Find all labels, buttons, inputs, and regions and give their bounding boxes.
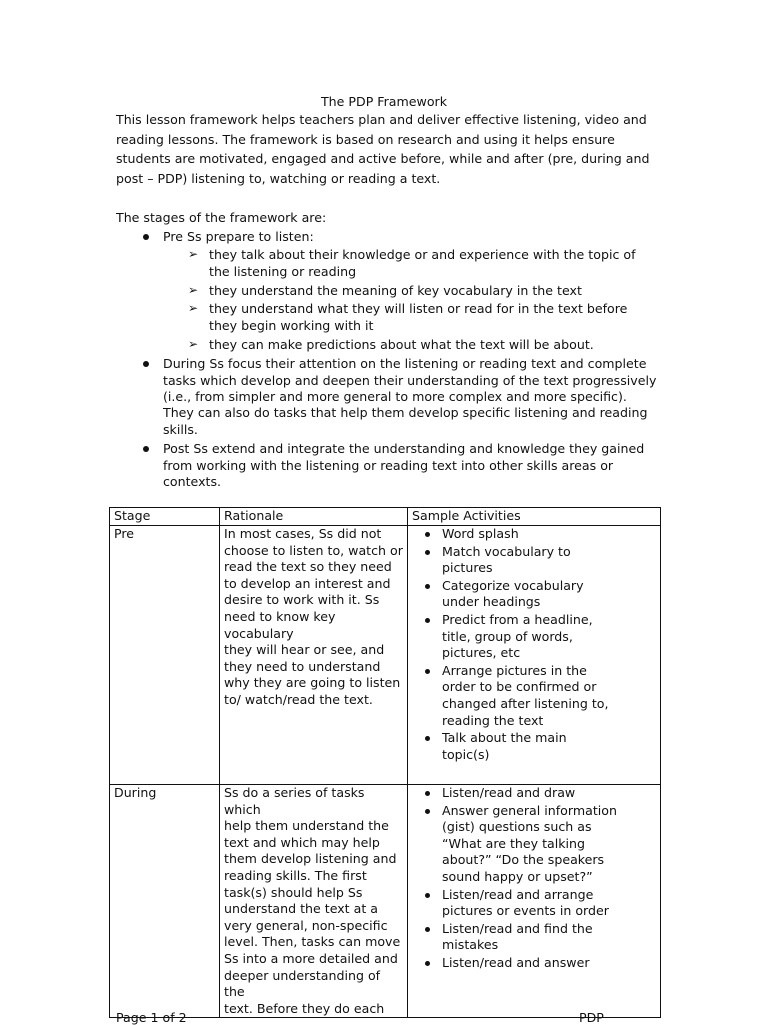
stages-table (109, 507, 661, 1018)
bullet-icon (143, 361, 149, 367)
stage-cell: During (110, 785, 220, 1018)
list-item: Arrange pictures in the order to be confirmed or changed after listening to, reading the text (412, 663, 656, 729)
intro-line: post – PDP) listening to, watching or reading a text. (116, 171, 441, 186)
post-line: contexts. (163, 474, 222, 489)
list-item: Talk about the main topic(s) (412, 730, 656, 763)
footer-label: PDP (579, 1010, 604, 1025)
bullet-icon (143, 234, 149, 240)
list-item: Word splash (412, 526, 656, 543)
table-header: Stage (110, 508, 220, 526)
list-item: Answer general information (gist) questions such as “What are they talking about?” “Do the speakers sound happy or upset?” (412, 803, 656, 886)
during-line: (i.e., from simpler and more general to more complex and more specific). (163, 389, 627, 404)
table-header: Rationale (220, 508, 408, 526)
document-title: The PDP Framework (320, 94, 448, 109)
rationale-cell: In most cases, Ss did not choose to listen to, watch or read the text so they need to develop an interest and desire to work with it. Ss need to know key vocabulary they will hear or see, and they need to understand why they are going to listen to/ watch/read the text. (220, 526, 408, 785)
table-header: Sample Activities (408, 508, 661, 526)
table-row (110, 785, 661, 1018)
bullet-icon (143, 446, 149, 452)
intro-line: reading lessons. The framework is based on research and using it helps ensure (116, 132, 615, 147)
activities-cell (408, 785, 661, 1018)
list-item: Listen/read and answer (412, 955, 656, 972)
list-item: Predict from a headline, title, group of words, pictures, etc (412, 612, 656, 662)
arrow-bullet-icon: ➢ (188, 337, 199, 351)
pre-subitem: the listening or reading (209, 264, 357, 279)
pre-label: Pre Ss prepare to listen: (163, 229, 314, 244)
list-item: Listen/read and arrange pictures or events in order (412, 887, 656, 920)
post-line: Post Ss extend and integrate the understanding and knowledge they gained (163, 441, 645, 456)
list-item: Listen/read and find the mistakes (412, 921, 656, 954)
intro-line: students are motivated, engaged and active before, while and after (pre, during and (116, 151, 650, 166)
stages-intro: The stages of the framework are: (116, 210, 327, 225)
during-line: They can also do tasks that help them develop specific listening and reading (163, 405, 648, 420)
list-item: Categorize vocabulary under headings (412, 578, 656, 611)
table-header-row (110, 508, 661, 526)
during-line: During Ss focus their attention on the listening or reading text and complete (163, 356, 647, 371)
during-line: tasks which develop and deepen their understanding of the text progressively (163, 373, 657, 388)
arrow-bullet-icon: ➢ (188, 301, 199, 315)
list-item: Match vocabulary to pictures (412, 544, 656, 577)
stage-cell: Pre (110, 526, 220, 785)
pre-subitem: they can make predictions about what the text will be about. (209, 337, 594, 352)
arrow-bullet-icon: ➢ (188, 283, 199, 297)
post-line: from working with the listening or reading text into other skills areas or (163, 458, 614, 473)
intro-line: This lesson framework helps teachers plan and deliver effective listening, video and (116, 112, 647, 127)
page-number: Page 1 of 2 (116, 1010, 187, 1025)
rationale-cell: Ss do a series of tasks which help them understand the text and which may help them develop listening and reading skills. The first task(s) should help Ss understand the text at a very general, non-specific level. Then, tasks can move Ss into a more detailed and deeper understanding of the text. Before they do each (220, 785, 408, 1018)
activities-cell (408, 526, 661, 785)
pre-subitem: they talk about their knowledge or and experience with the topic of (209, 247, 636, 262)
list-item: Listen/read and draw (412, 785, 656, 802)
during-line: skills. (163, 422, 198, 437)
pre-subitem: they understand what they will listen or read for in the text before (209, 301, 628, 316)
pre-subitem: they understand the meaning of key vocabulary in the text (209, 283, 582, 298)
pre-subitem: they begin working with it (209, 318, 374, 333)
table-row (110, 526, 661, 785)
arrow-bullet-icon: ➢ (188, 247, 199, 261)
